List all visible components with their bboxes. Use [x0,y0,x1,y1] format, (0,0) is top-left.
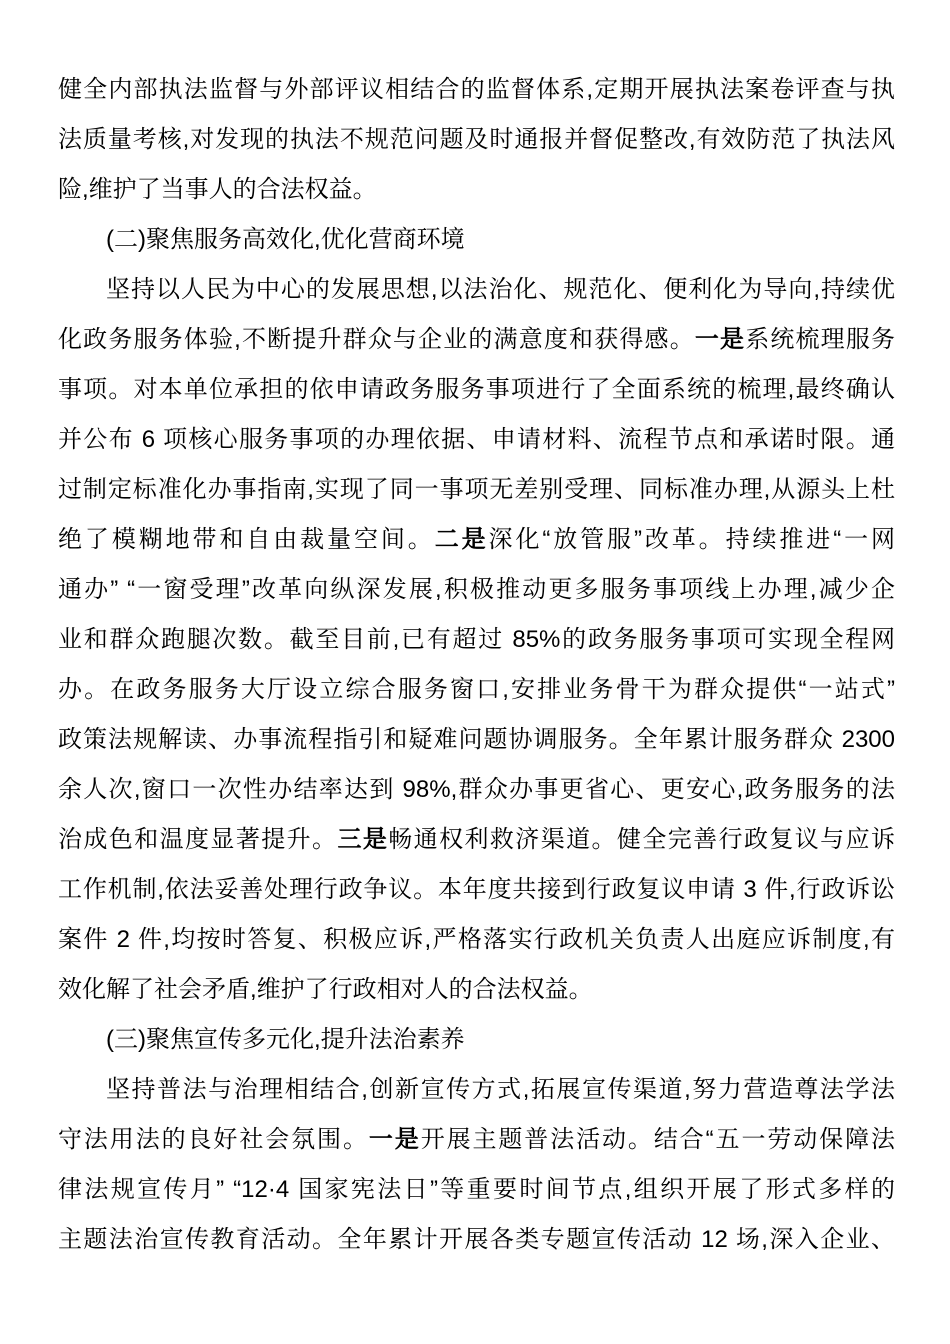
text-line-3 [58,165,895,215]
text-line-11 [58,565,895,615]
text-line-18 [58,915,895,965]
text-run: 政策法规解读、办事流程指引和疑难问题协调服务。全年累计服务群众 2300 [58,726,895,753]
text-line-15 [58,765,895,815]
text-line-7 [58,365,895,415]
bold-run: 二是 [434,526,489,553]
document-body [58,65,895,1265]
text-run: 律法规宣传月” “12·4 国家宪法日”等重要时间节点,组织开展了形式多样的 [58,1176,895,1203]
text-run: 开展主题普法活动。结合“五一劳动保障法 [420,1126,895,1153]
text-line-6 [58,315,895,365]
bold-run: 一是 [694,326,746,353]
text-line-12 [58,615,895,665]
text-run: 健全内部执法监督与外部评议相结合的监督体系,定期开展执法案卷评查与执 [58,76,895,103]
text-run: 并公布 6 项核心服务事项的办理依据、申请材料、流程节点和承诺时限。通 [58,426,895,453]
text-line-14 [58,715,895,765]
text-line-21 [58,1065,895,1115]
text-run: (二)聚焦服务高效化,优化营商环境 [106,226,465,253]
bold-run: 一是 [368,1126,421,1153]
text-run: 畅通权利救济渠道。健全完善行政复议与应诉 [388,826,895,853]
text-line-1 [58,65,895,115]
text-line-8 [58,415,895,465]
text-run: 案件 2 件,均按时答复、积极应诉,严格落实行政机关负责人出庭应诉制度,有 [58,926,895,953]
text-line-5 [58,265,895,315]
text-run: 效化解了社会矛盾,维护了行政相对人的合法权益。 [58,976,593,1003]
text-run: 办。在政务服务大厅设立综合服务窗口,安排业务骨干为群众提供“一站式” [58,676,895,703]
text-run: (三)聚焦宣传多元化,提升法治素养 [106,1026,465,1053]
text-line-17 [58,865,895,915]
text-line-19 [58,965,895,1015]
text-line-9 [58,465,895,515]
text-run: 业和群众跑腿次数。截至目前,已有超过 85%的政务服务事项可实现全程网 [58,626,895,653]
text-run: 治成色和温度显著提升。 [58,826,338,853]
text-run: 坚持普法与治理相结合,创新宣传方式,拓展宣传渠道,努力营造尊法学法 [106,1076,895,1103]
text-run: 系统梳理服务 [745,326,896,353]
text-run: 过制定标准化办事指南,实现了同一事项无差别受理、同标准办理,从源头上杜 [58,476,895,503]
text-line-23 [58,1165,895,1215]
text-run: 守法用法的良好社会氛围。 [58,1126,369,1153]
text-run: 通办” “一窗受理”改革向纵深发展,积极推动更多服务事项线上办理,减少企 [58,576,895,603]
text-run: 坚持以人民为中心的发展思想,以法治化、规范化、便利化为导向,持续优 [106,276,895,303]
text-line-13 [58,665,895,715]
text-run: 余人次,窗口一次性办结率达到 98%,群众办事更省心、更安心,政务服务的法 [58,776,895,803]
text-line-10 [58,515,895,565]
text-run: 工作机制,依法妥善处理行政争议。本年度共接到行政复议申请 3 件,行政诉讼 [58,876,895,903]
text-run: 险,维护了当事人的合法权益。 [58,176,377,203]
text-line-24 [58,1215,895,1265]
text-run: 深化“放管服”改革。持续推进“一网 [488,526,896,553]
text-run: 法质量考核,对发现的执法不规范问题及时通报并督促整改,有效防范了执法风 [58,126,895,153]
text-line-22 [58,1115,895,1165]
text-line-2 [58,115,895,165]
text-run: 绝了模糊地带和自由裁量空间。 [58,526,435,553]
text-run: 化政务服务体验,不断提升群众与企业的满意度和获得感。 [58,326,695,353]
text-run: 主题法治宣传教育活动。全年累计开展各类专题宣传活动 12 场,深入企业、 [58,1226,895,1253]
text-line-16 [58,815,895,865]
bold-run: 三是 [337,826,389,853]
text-line-4 [58,215,895,265]
text-run: 事项。对本单位承担的依申请政务服务事项进行了全面系统的梳理,最终确认 [58,376,895,403]
text-line-20 [58,1015,895,1065]
